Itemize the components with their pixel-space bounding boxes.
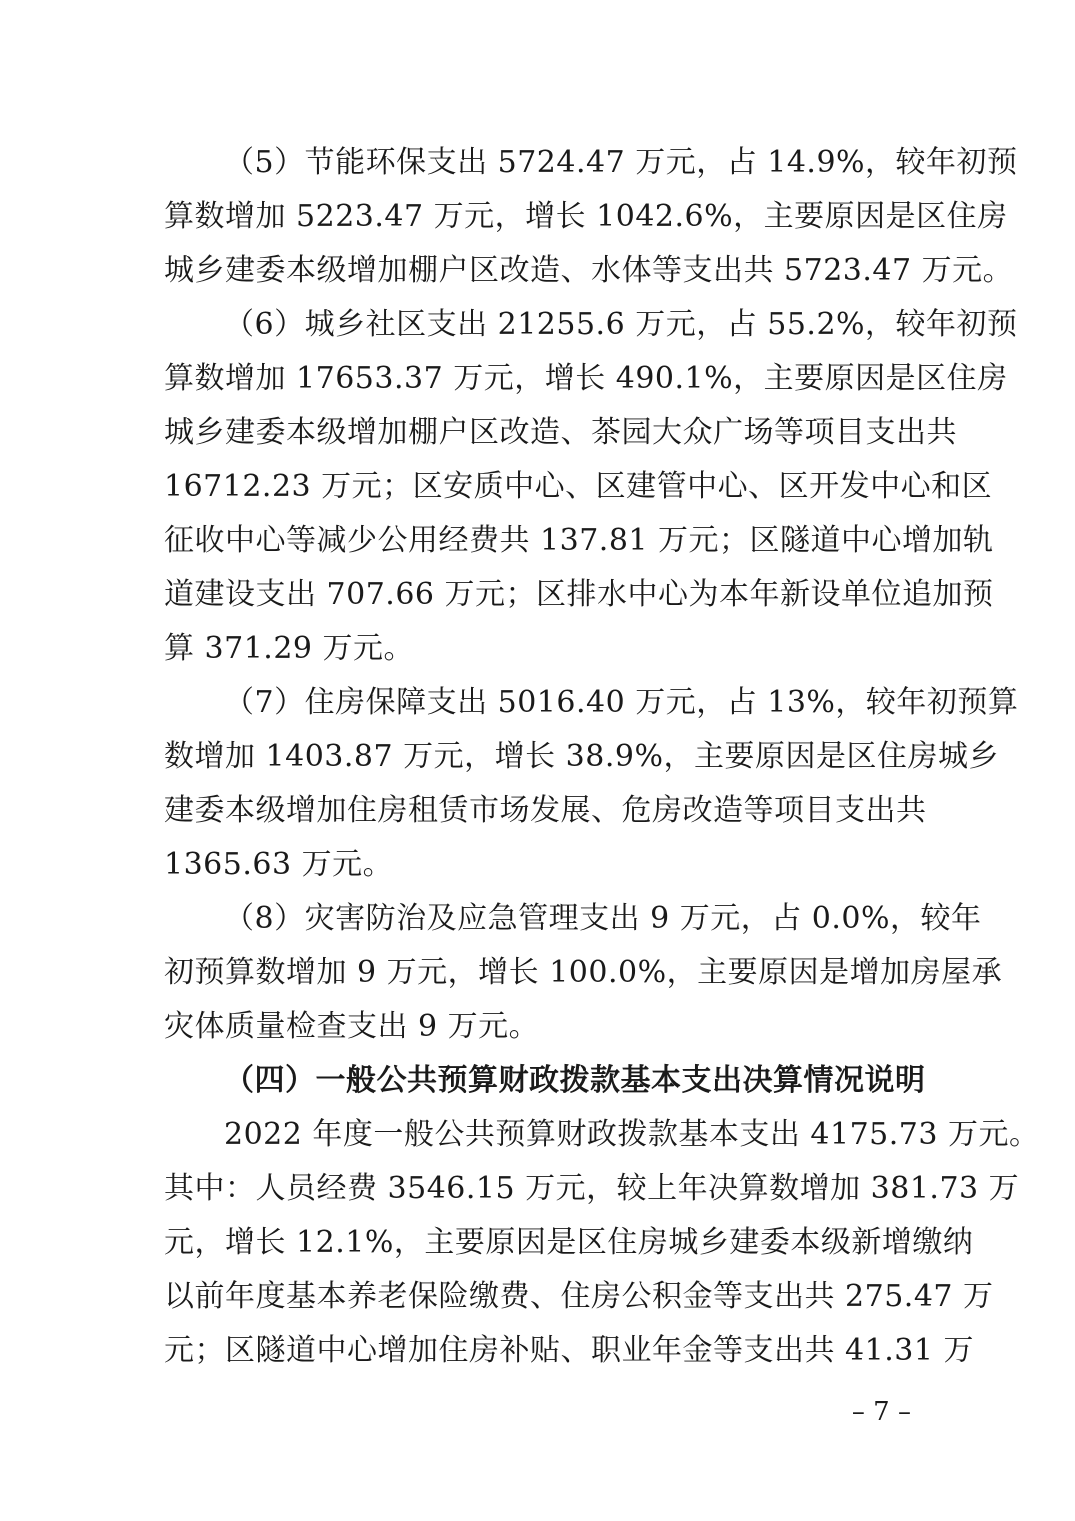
text-line: （8）灾害防治及应急管理支出 9 万元，占 0.0%，较年 [224, 901, 982, 936]
text-line: 灾体质量检查支出 9 万元。 [164, 1009, 540, 1044]
text-line: （5）节能环保支出 5724.47 万元，占 14.9%，较年初预 [224, 145, 1018, 180]
text-line: 元；区隧道中心增加住房补贴、职业年金等支出共 41.31 万 [164, 1333, 974, 1368]
text-line: 数增加 1403.87 万元，增长 38.9%，主要原因是区住房城乡 [164, 739, 999, 774]
text-line: 算数增加 5223.47 万元，增长 1042.6%，主要原因是区住房 [164, 199, 1008, 234]
text-line: 算 371.29 万元。 [164, 631, 415, 666]
text-line: 2022 年度一般公共预算财政拨款基本支出 4175.73 万元。 [224, 1117, 1040, 1152]
text-line: 以前年度基本养老保险缴费、住房公积金等支出共 275.47 万 [164, 1279, 994, 1314]
text-line: 算数增加 17653.37 万元，增长 490.1%，主要原因是区住房 [164, 361, 1008, 396]
text-line: 1365.63 万元。 [164, 847, 394, 882]
text-line: 城乡建委本级增加棚户区改造、茶园大众广场等项目支出共 [164, 415, 957, 450]
text-line: 初预算数增加 9 万元，增长 100.0%，主要原因是增加房屋承 [164, 955, 1003, 990]
text-line: 征收中心等减少公用经费共 137.81 万元；区隧道中心增加轨 [164, 523, 994, 558]
text-line: （6）城乡社区支出 21255.6 万元，占 55.2%，较年初预 [224, 307, 1018, 342]
text-line: 道建设支出 707.66 万元；区排水中心为本年新设单位追加预 [164, 577, 994, 612]
body-text [164, 136, 1040, 1378]
page-number: – 7 – [851, 1397, 911, 1427]
section-heading: （四）一般公共预算财政拨款基本支出决算情况说明 [224, 1063, 926, 1098]
text-line: 建委本级增加住房租赁市场发展、危房改造等项目支出共 [164, 793, 927, 828]
text-line: 16712.23 万元；区安质中心、区建管中心、区开发中心和区 [164, 469, 993, 504]
text-line: 其中：人员经费 3546.15 万元，较上年决算数增加 381.73 万 [164, 1171, 1020, 1206]
text-line: （7）住房保障支出 5016.40 万元，占 13%，较年初预算 [224, 685, 1019, 720]
text-line: 城乡建委本级增加棚户区改造、水体等支出共 5723.47 万元。 [164, 253, 1014, 288]
text-line: 元，增长 12.1%，主要原因是区住房城乡建委本级新增缴纳 [164, 1225, 974, 1260]
